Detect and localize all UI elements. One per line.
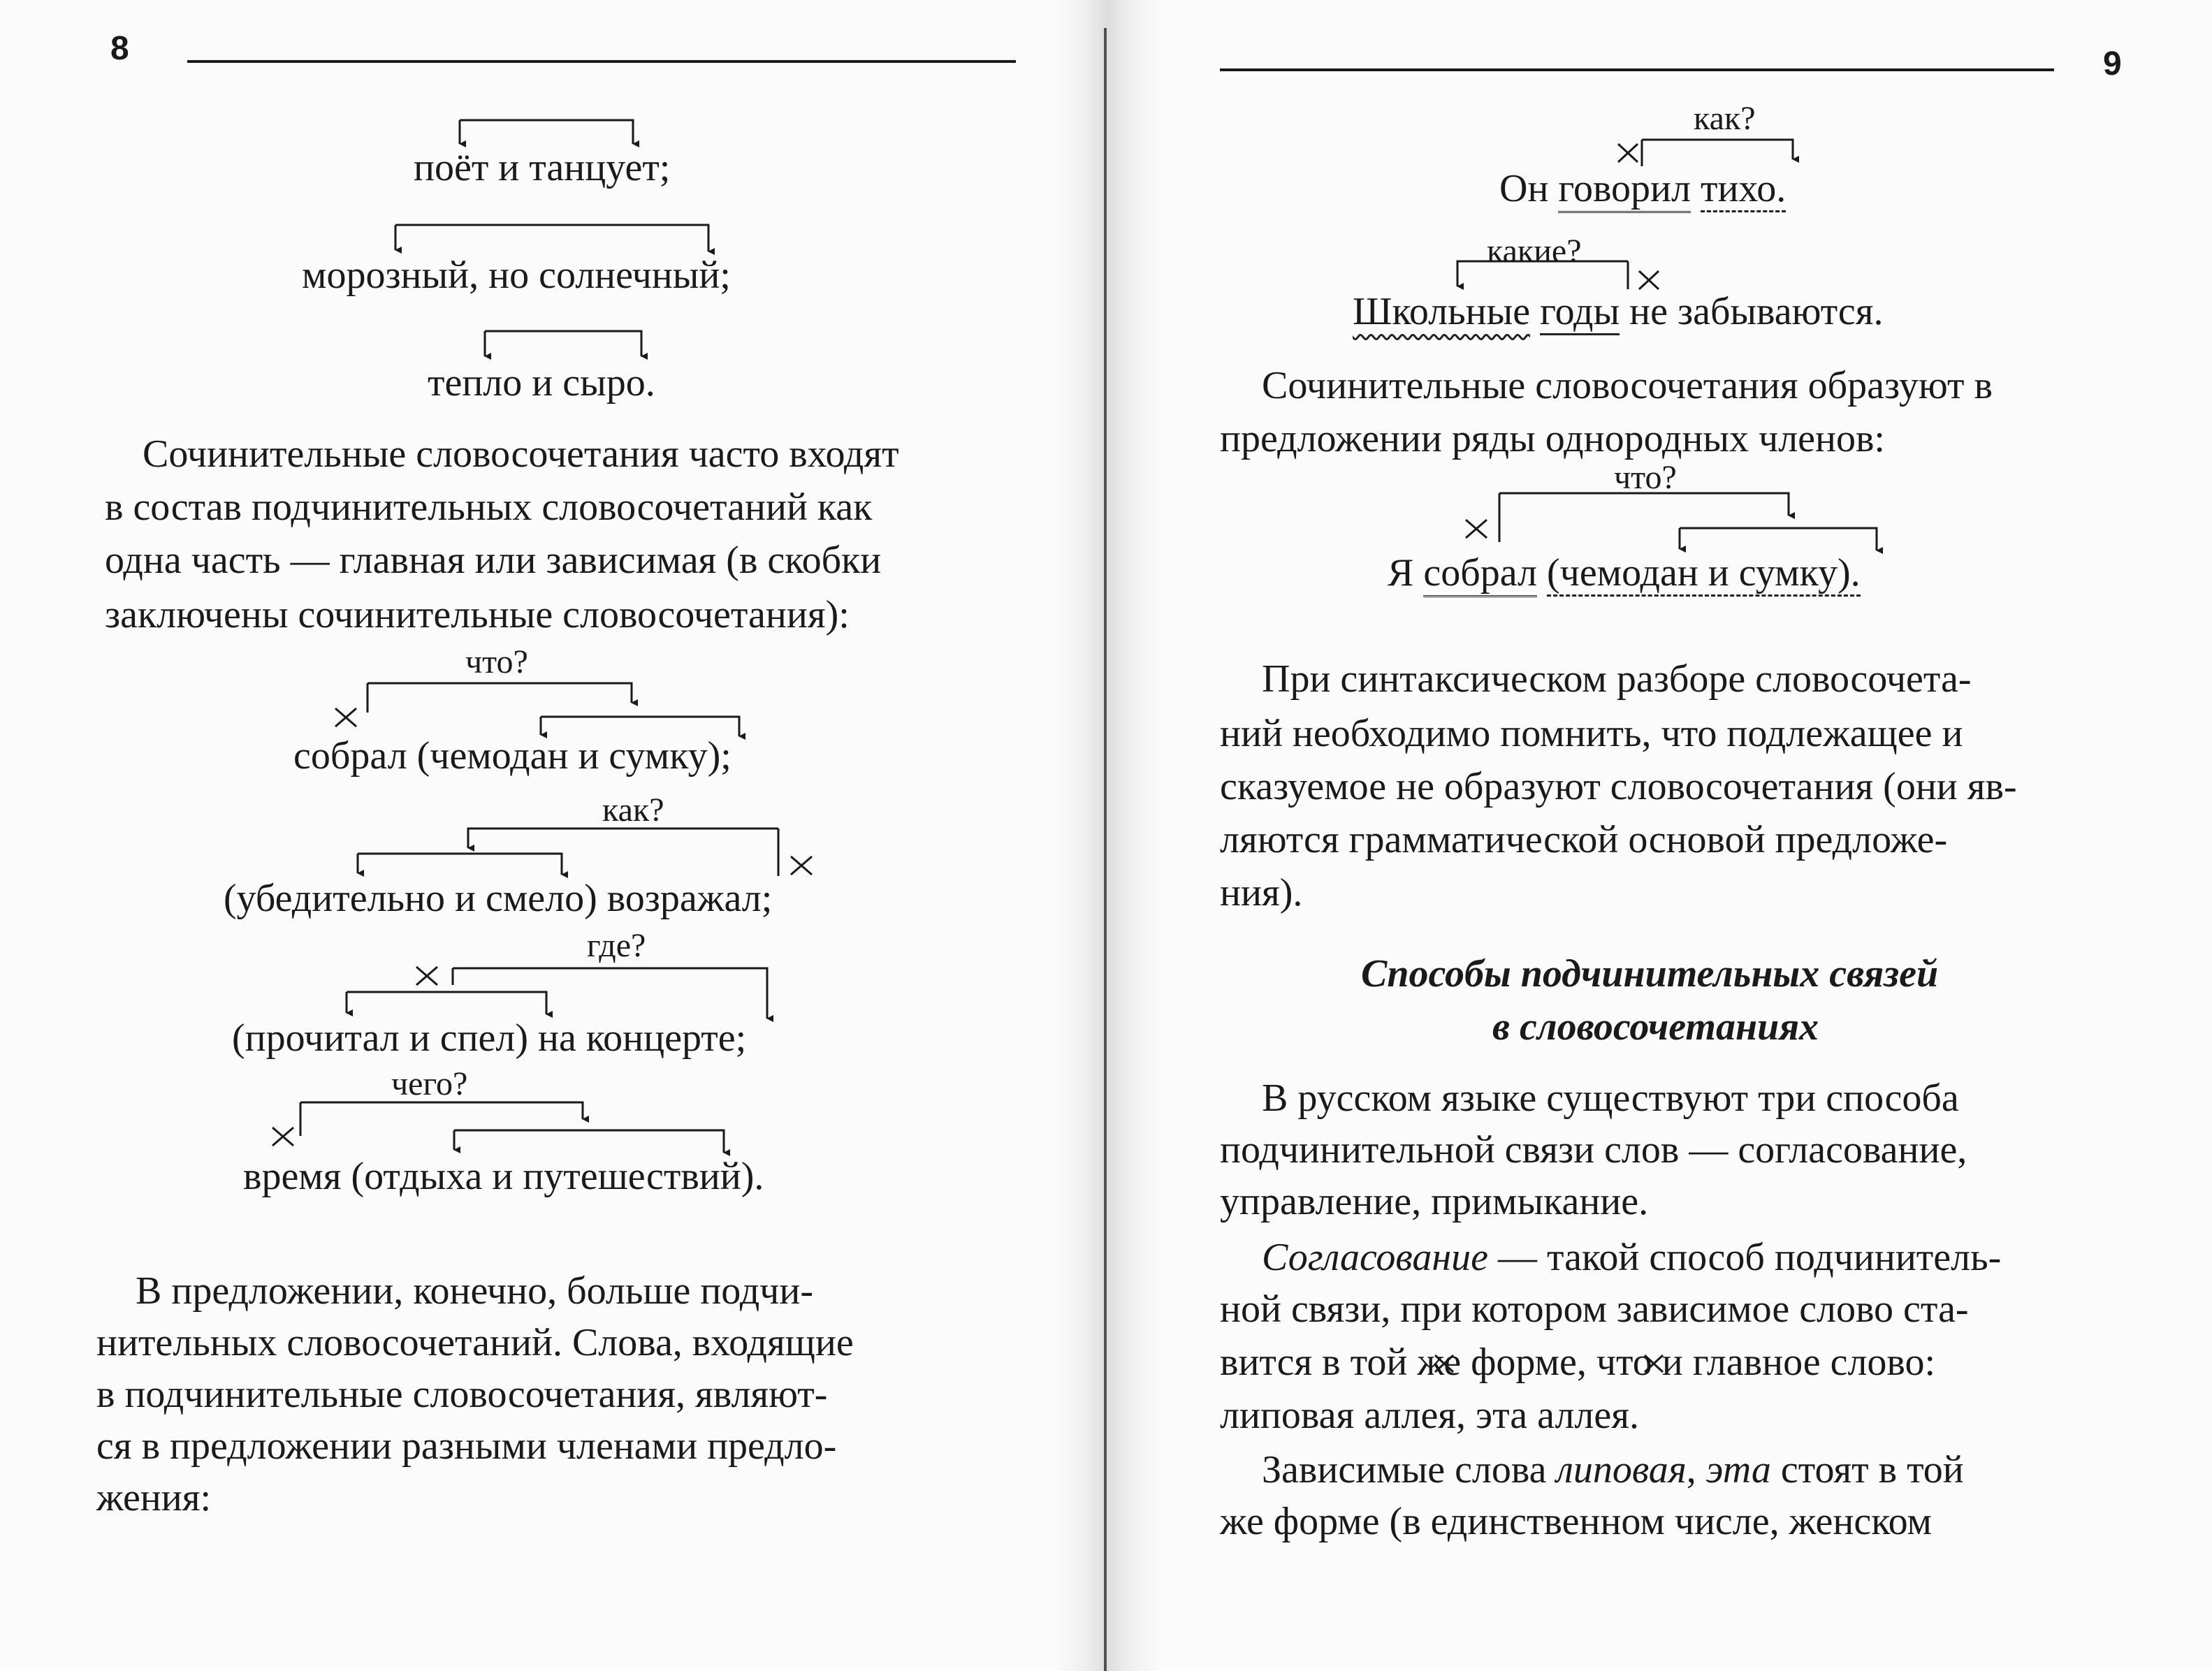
example-moroznyi: морозный, но солнечный; (302, 254, 731, 297)
ex1-question: как? (1694, 100, 1756, 137)
ex2-sentence (1353, 292, 1883, 331)
diagram4-text: время (отдыха и путешествий). (243, 1155, 764, 1198)
right-para4-line1-rest: — такой способ подчинитель- (1487, 1236, 2002, 1279)
right-para4-line1 (1262, 1238, 2001, 1277)
ex2-word1: Школьные (1353, 290, 1531, 333)
right-para2-line1: При синтаксическом разборе словосочета- (1262, 657, 1972, 701)
page-number-left: 8 (110, 30, 129, 67)
section-heading-line2: в словосочетаниях (1492, 1005, 1819, 1049)
ex2-word2: годы (1540, 290, 1620, 335)
diagram2-question: как? (602, 791, 664, 829)
ex3-question: что? (1614, 459, 1677, 496)
page-number-right: 9 (2103, 45, 2122, 82)
right-para2-line5: ния). (1220, 871, 1303, 914)
ex3-word2: собрал (1423, 551, 1537, 597)
ex1-sentence (1499, 169, 1786, 208)
ex1-word2: говорил (1558, 167, 1691, 213)
left-para2-line5: жения: (96, 1476, 212, 1519)
word-eta: эта (1705, 1448, 1771, 1491)
right-para5-start: Зависимые слова (1262, 1448, 1557, 1491)
right-para4-line4: липовая аллея, эта аллея. (1220, 1394, 1639, 1437)
right-para2-line3: сказуемое не образуют словосочетания (они яв- (1220, 765, 2017, 808)
ex2-word3: не забываются. (1629, 290, 1884, 333)
left-para2-line1: В предложении, конечно, больше подчи- (136, 1269, 813, 1313)
diagram2-text: (убедительно и смело) возражал; (224, 877, 773, 920)
right-para3-line1: В русском языке существуют три способа (1262, 1077, 1959, 1120)
left-para2-line3: в подчинительные словосочетания, являют- (96, 1373, 828, 1416)
section-heading-line1: Способы подчинительных связей (1361, 952, 1939, 995)
right-para3-line3: управление, примыкание. (1220, 1180, 1649, 1223)
diagram4-question: чего? (391, 1065, 468, 1102)
diagram3-text: (прочитал и спел) на концерте; (232, 1016, 747, 1060)
left-para1-line4: заключены сочинительные словосочетания): (105, 593, 850, 636)
right-para4-line3: вится в той же форме, что и главное слово: (1220, 1341, 1936, 1384)
word-lipovaya: липовая (1556, 1448, 1687, 1491)
left-para2-line2: нительных словосочетаний. Слова, входящие (96, 1321, 854, 1364)
diagram1-question: что? (465, 643, 528, 680)
diagram1-text: собрал (чемодан и сумку); (293, 734, 732, 778)
right-para1-line1: Сочинительные словосочетания образуют в (1262, 364, 1993, 407)
diagram3-question: где? (587, 927, 646, 964)
right-para3-line2: подчинительной связи слов — согласование, (1220, 1128, 1967, 1172)
example-poet: поёт и танцует; (414, 146, 671, 189)
left-para1-line1: Сочинительные словосочетания часто входят (143, 432, 899, 476)
right-para4-line2: ной связи, при котором зависимое слово ста- (1220, 1287, 1969, 1331)
header-rule-right (1220, 68, 2054, 71)
right-para2-line2: ний необходимо помнить, что подлежащее и (1220, 712, 1963, 755)
ex3-word3: (чемодан и сумку). (1547, 551, 1861, 597)
ex3-sentence (1388, 553, 1861, 592)
left-para1-line3: одна часть — главная или зависимая (в скобки (105, 539, 882, 582)
right-para5-line2: же форме (в единственном числе, женском (1220, 1500, 1932, 1543)
term-soglasovanie: Согласование (1262, 1236, 1488, 1279)
ex2-question: какие? (1487, 233, 1582, 270)
left-para1-line2: в состав подчинительных словосочетаний как (105, 486, 873, 529)
right-para1-line2: предложении ряды однородных членов: (1220, 417, 1885, 460)
ex3-word1: Я (1388, 551, 1414, 594)
left-para2-line4: ся в предложении разными членами предло- (96, 1424, 837, 1468)
right-para2-line4: ляются грамматической основой предложе- (1220, 818, 1948, 861)
right-para5-line1 (1262, 1450, 1964, 1489)
example-teplo: тепло и сыро. (428, 361, 655, 404)
ex1-word3: тихо. (1701, 167, 1786, 212)
right-para5-end: стоят в той (1770, 1448, 1964, 1491)
ex1-word1: Он (1499, 167, 1549, 210)
right-para5-mid: , (1686, 1448, 1706, 1491)
